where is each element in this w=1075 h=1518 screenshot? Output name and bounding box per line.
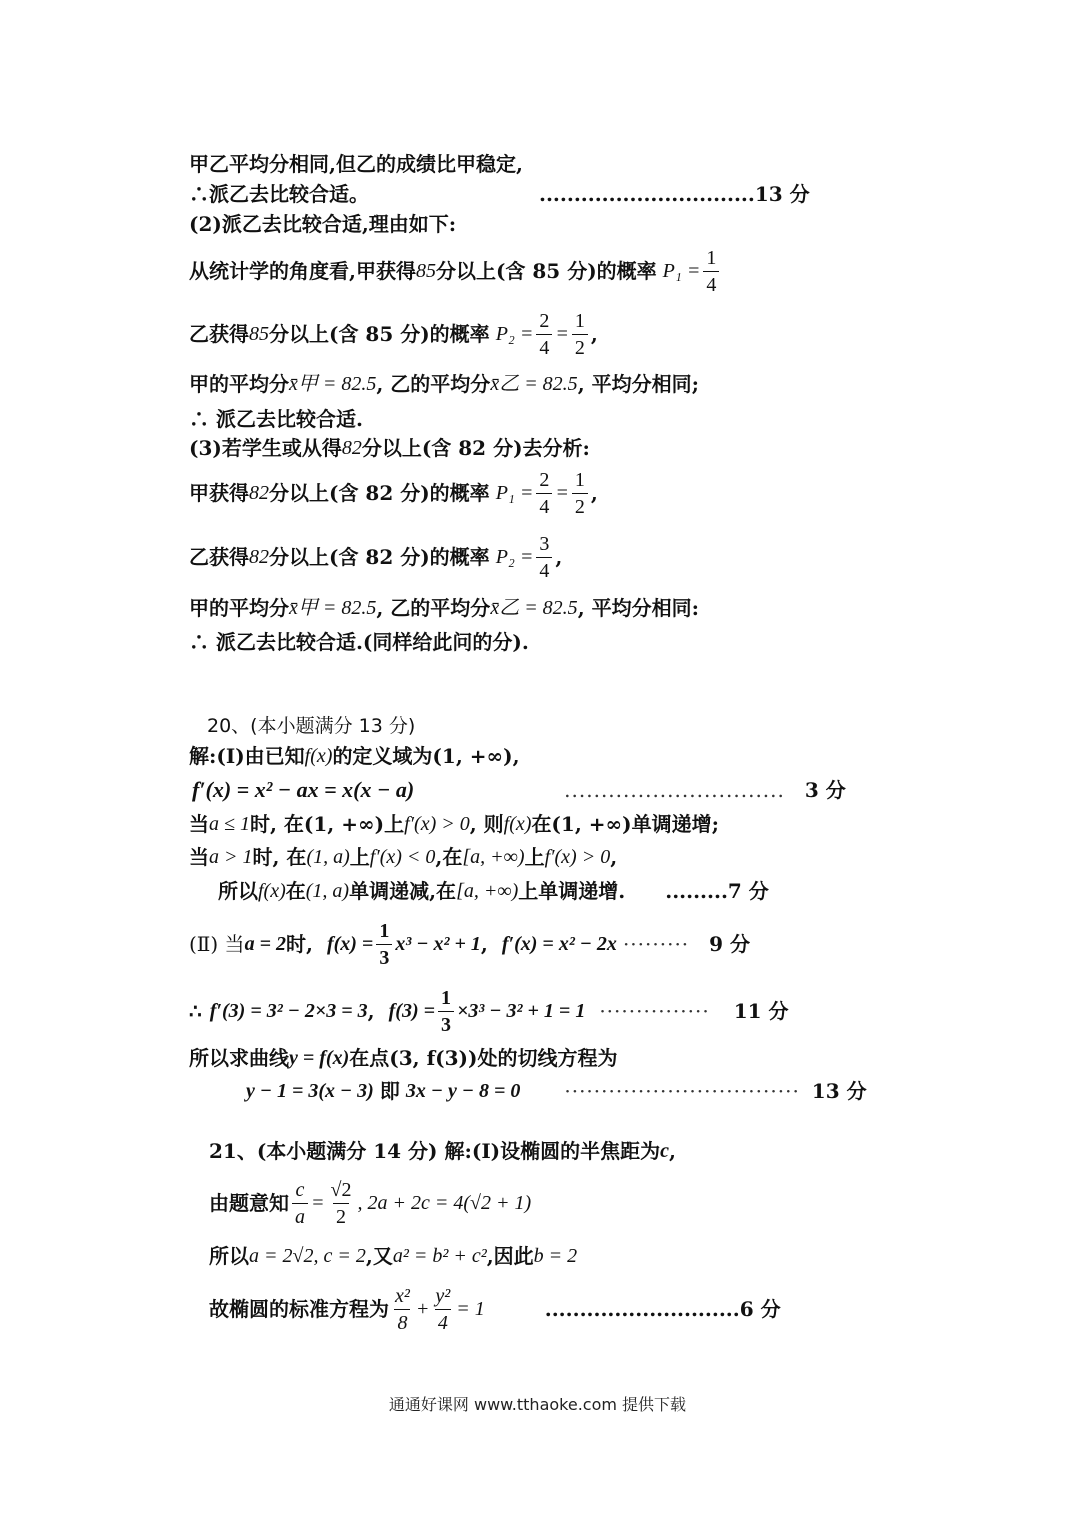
fraction-den: 3 [376,944,392,971]
fraction-num: c [295,1178,305,1201]
text: 在(1, +∞)单调递增; [531,812,720,836]
text: (3)若学生或从得 [189,436,342,460]
text: , [367,999,375,1023]
fraction-den: 2 [333,1203,349,1230]
text: ,又 [365,1244,393,1268]
fraction-num: 2 [539,309,550,332]
math-expr: ×3³ − 3² + 1 = 1 [457,1000,586,1022]
text: 分以上(含 82 分)的概率 [269,481,490,505]
text: , 则 [469,812,504,836]
math-var: c [660,1140,670,1162]
text: ∴派乙去比较合适。 [189,182,369,206]
fraction-num: 3 [539,532,550,555]
line-9 [189,464,598,522]
math-expr: f′(x) > 0 [544,846,611,868]
text: 即 [379,1079,400,1103]
math-expr: f(x) = [326,933,374,955]
math-expr: 3x − y − 8 = 0 [405,1080,521,1102]
q20-line-a [189,742,520,770]
q21-line-a [209,1137,676,1165]
text: 所以求曲线 [189,1046,289,1070]
leader-dots: ································ [564,1079,800,1103]
leader-dots: ··············· [599,999,710,1023]
heading-text: 20、(本小题满分 13 分) [207,715,416,737]
q20-line-d [189,843,617,871]
line-12 [189,628,529,656]
text: 甲获得 [189,481,249,505]
math-number: 85 [415,260,436,282]
math-expr: f(3) = [388,1000,436,1022]
text: , 乙的平均分 [376,596,491,620]
line-3 [189,210,456,238]
text: 上单调递增. [518,879,626,903]
math-expr: x̄乙 = 82.5 [490,597,578,619]
text: ∴ 派乙去比较合适. [189,407,363,431]
text: 所以 [218,879,258,903]
fraction-num: 1 [379,919,390,942]
math-expr: [a, +∞) [456,880,519,902]
fraction-num: 2 [539,468,550,491]
math-op: + [415,1298,430,1320]
score-text: ...............................13 分 [539,182,810,206]
text: 当 [189,845,209,869]
text: ∴ 派乙去比较合适.(同样给此问的分). [189,630,529,654]
text: , [590,481,598,505]
text: , [555,545,563,569]
line-4 [189,242,722,300]
text: , 平均分相同; [577,372,699,396]
math-number: 82 [249,546,269,568]
text: ,因此 [486,1244,534,1268]
fraction [536,308,552,361]
text: 时, 在 [252,845,307,869]
q21-line-c [209,1242,577,1270]
math-var: P₁ = [662,260,701,282]
fraction [572,308,588,361]
math-expr: a ≤ 1 [209,813,250,835]
q20-line-e [218,877,769,905]
math-expr: (1, a) [305,880,350,902]
leader-dots: .............................. [564,778,785,802]
leader-dots: ········· [622,932,690,956]
text: 分以上(含 82 分)去分析: [361,436,590,460]
text: ∴ [189,999,202,1023]
text: 当 [189,812,209,836]
math-expr: x̄甲 = 82.5 [289,373,377,395]
math-var: P₁ = [495,482,534,504]
text: 21、(本小题满分 14 分) 解:(Ⅰ)设椭圆的半焦距为 [209,1139,661,1163]
math-expr: x̄甲 = 82.5 [289,597,377,619]
text: ,在 [435,845,463,869]
text: , [610,845,618,869]
fraction [328,1177,355,1230]
fraction-den: 4 [536,334,552,361]
line-10 [189,528,562,586]
fraction-num: 1 [706,246,717,269]
fraction-den: 4 [536,557,552,584]
math-expr: f′(x) < 0 [369,846,436,868]
text: 时, [285,932,313,956]
text: , [590,322,598,346]
q20-heading [207,712,415,740]
math-op: = [311,1192,325,1214]
fraction [392,1283,413,1336]
text: 所以 [209,1244,249,1268]
math-var: P₂ = [495,323,534,345]
math-expr: , 2a + 2c = 4(√2 + 1) [357,1192,532,1214]
fraction [376,918,392,971]
fraction-num: 1 [441,986,452,1009]
math-expr: f(x) [503,813,532,835]
score-text: 11 分 [733,999,789,1023]
fraction-num: y² [435,1284,451,1307]
fraction [432,1283,453,1336]
text: 在点(3, f(3))处的切线方程为 [349,1046,618,1070]
math-var: P₂ = [495,546,534,568]
math-expr: y − 1 = 3(x − 3) [246,1080,374,1102]
math-expr: f′(3) = 3² − 2×3 = 3 [209,1000,368,1022]
fraction [438,985,454,1038]
score-text: 9 分 [709,932,751,956]
text: 时, 在(1, +∞)上 [249,812,405,836]
fraction-num: √2 [330,1178,352,1201]
math-number: 85 [249,323,269,345]
score-text: 3 分 [804,778,846,802]
text: , 平均分相同: [577,596,699,620]
text: 分以上(含 82 分)的概率 [269,545,490,569]
text: 乙获得 [189,545,249,569]
math-expr: (1, a) [306,846,350,868]
math-expr: = 1 [456,1298,485,1320]
fraction [572,467,588,520]
text: 上 [349,845,370,869]
line-11 [189,594,699,622]
math-expr: a = 2 [244,933,286,955]
math-expr: a = 2√2, c = 2 [249,1245,366,1267]
math-expr: a > 1 [209,846,253,868]
text: 乙获得 [189,322,249,346]
line-2 [189,180,810,208]
fraction-den: 2 [572,334,588,361]
text: 甲乙平均分相同,但乙的成绩比甲稳定, [189,152,523,176]
math-expr: f′(x) = x² − 2x [501,933,617,955]
fraction [703,245,719,298]
q21-line-d [209,1278,781,1340]
fraction [536,531,552,584]
fraction-num: 1 [574,309,585,332]
line-5 [189,305,598,363]
math-expr: x³ − x² + 1 [395,933,481,955]
fraction-den: 4 [703,271,719,298]
text: 甲的平均分 [189,372,289,396]
score-text: 13 分 [811,1079,867,1103]
math-expr: y = f(x) [289,1047,350,1069]
q20-line-i [246,1077,867,1105]
line-1 [189,150,523,178]
text: 甲的平均分 [189,596,289,620]
math-expr: [a, +∞) [462,846,525,868]
fraction-den: 2 [572,493,588,520]
score-text: ............................6 分 [544,1297,781,1321]
fraction [292,1177,308,1230]
text: (2)派乙去比较合适,理由如下: [189,212,457,236]
text: 上 [524,845,545,869]
fraction-den: 8 [394,1309,410,1336]
text: , [480,932,488,956]
text: 解:(Ⅰ)由已知 [189,744,305,768]
text: 单调递减,在 [349,879,457,903]
fraction-num: 1 [574,468,585,491]
text: 分以上(含 85 分)的概率 [269,322,490,346]
math-expr: f(x) [304,745,333,767]
fraction-den: 4 [536,493,552,520]
text: , 乙的平均分 [376,372,491,396]
q20-line-g [189,982,789,1040]
math-expr: b = 2 [533,1245,578,1267]
text: , [669,1139,677,1163]
footer-credit: 通通好课网 www.tthaoke.com 提供下载 [388,1395,687,1414]
q20-line-h [189,1044,617,1072]
text: 由题意知 [209,1191,289,1215]
fraction [536,467,552,520]
math-expr: f′(x) > 0 [404,813,470,835]
line-8 [189,434,590,462]
fraction-den: a [292,1203,308,1230]
score-text: .........7 分 [665,879,769,903]
math-expr: a² = b² + c² [392,1245,487,1267]
text: 的定义域为(1, +∞), [332,744,520,768]
q20-line-b [192,776,846,804]
math-number: 82 [249,482,269,504]
text: 从统计学的角度看,甲获得 [189,259,416,283]
text: 分以上(含 85 分)的概率 [435,259,657,283]
math-expr: f(x) [258,880,286,902]
math-number: 82 [341,437,362,459]
text: 在 [285,879,306,903]
math-op: = [555,482,569,504]
fraction-den: 3 [438,1011,454,1038]
q21-line-b [209,1172,531,1234]
fraction-den: 4 [435,1309,451,1336]
q20-line-c [189,810,719,838]
fraction-num: x² [395,1284,410,1307]
text: 故椭圆的标准方程为 [209,1297,389,1321]
math-expr: f′(x) = x² − ax = x(x − a) [192,777,415,802]
line-6 [189,370,699,398]
math-expr: x̄乙 = 82.5 [490,373,578,395]
text: (Ⅱ) 当 [189,932,245,956]
line-7 [189,405,363,433]
q20-line-f [189,915,750,973]
math-op: = [555,323,569,345]
